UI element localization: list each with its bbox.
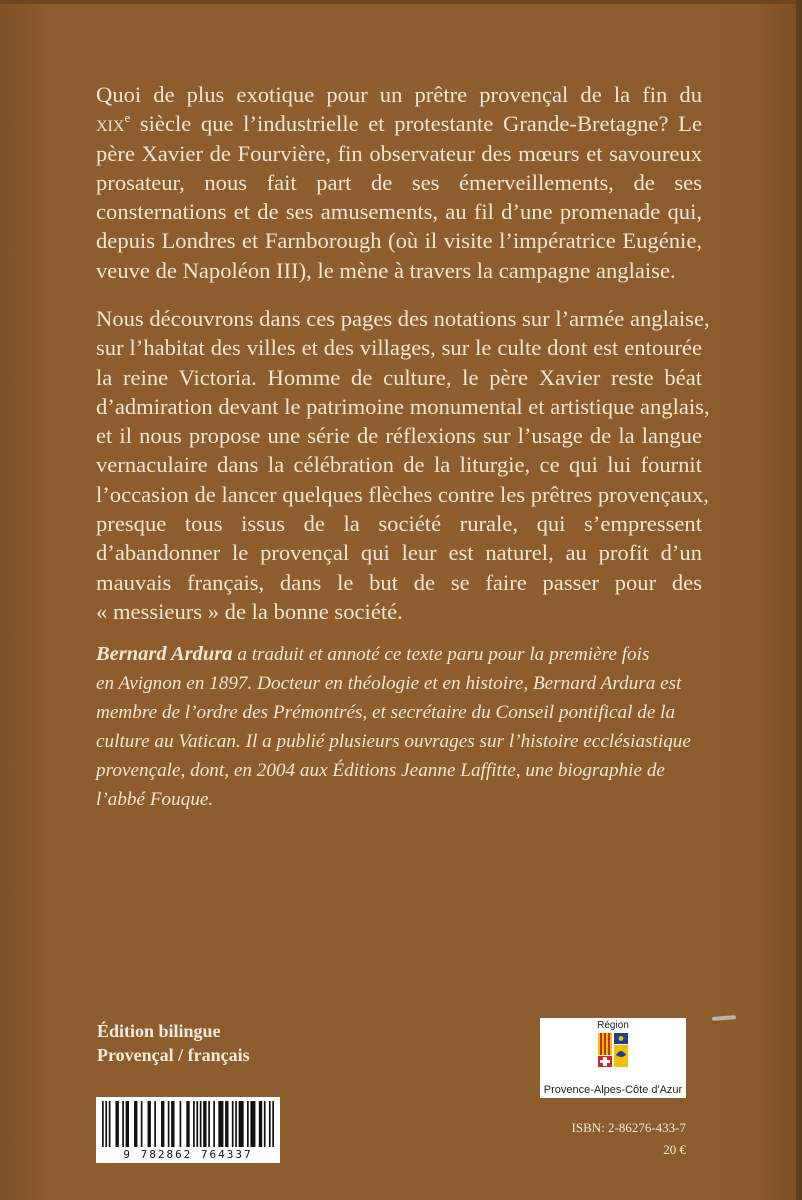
- barcode-bar: [208, 1101, 210, 1147]
- barcode-bar: [148, 1101, 151, 1147]
- paragraph-line: d’abandonner le provençal qui leur est naturel, au profit d’un: [96, 540, 702, 566]
- emblem-cross: [600, 1060, 610, 1063]
- isbn-number: ISBN: 2-86276-433-7: [571, 1120, 686, 1135]
- paragraph-line: sur l’habitat des villes et des villages, sur le culte dont est entourée: [96, 335, 702, 361]
- emblem-lily: [619, 1036, 624, 1041]
- barcode-bar: [232, 1101, 234, 1147]
- barcode-bar: [161, 1101, 164, 1147]
- paragraph-line: « messieurs » de la bonne société.: [96, 598, 403, 624]
- barcode-bar: [250, 1101, 255, 1147]
- paragraph-line: prosateur, nous fait part de ses émerveillements, de ses: [96, 169, 702, 195]
- paragraph-line: l’occasion de lancer quelques flèches contre les prêtres provençaux,: [96, 481, 709, 507]
- barcode-bar: [180, 1101, 182, 1147]
- region-logo-name: Provence-Alpes-Côte d'Azur: [543, 1084, 683, 1096]
- paragraph-line: consternations et de ses amusements, au fil d’une promenade qui,: [96, 199, 702, 225]
- barcode-bar: [168, 1101, 170, 1147]
- cover-right-edge: [796, 0, 802, 1200]
- paragraph-line: veuve de Napoléon III), le mène à travers la campagne anglaise.: [96, 257, 676, 283]
- barcode-bar: [134, 1101, 137, 1147]
- region-logo-title: Région: [597, 1020, 629, 1031]
- barcode: [96, 1097, 280, 1163]
- paragraph-line-text: siècle que l’industrielle et protestante Grande-Bretagne? Le: [139, 111, 702, 137]
- paragraph-line: depuis Londres et Farnborough (où il visite l’impératrice Eugénie,: [96, 228, 702, 254]
- barcode-bar: [259, 1101, 262, 1147]
- paragraph-line: Nous découvrons dans ces pages des notations sur l’armée anglaise,: [96, 306, 710, 331]
- emblem-stripe: [608, 1033, 610, 1055]
- region-logo: [540, 1018, 686, 1098]
- bio-line: l’abbé Fouque.: [96, 789, 214, 810]
- barcode-bar: [171, 1101, 174, 1147]
- barcode-bar: [186, 1101, 189, 1147]
- edition-note: [97, 1019, 250, 1067]
- bio-line: [96, 640, 706, 669]
- barcode-number: 9 782862 764337: [123, 1148, 253, 1161]
- price: 20 €: [663, 1142, 686, 1157]
- paragraph-line: père Xavier de Fourvière, fin observateur des mœurs et savoureux: [96, 140, 702, 166]
- barcode-bar: [239, 1101, 244, 1147]
- cover-top-edge: [0, 0, 802, 4]
- emblem-stripe: [600, 1033, 602, 1055]
- paragraph-line: d’admiration devant le patrimoine monumental et artistique anglais,: [96, 393, 710, 419]
- barcode-bar: [225, 1101, 228, 1147]
- paragraph-line: presque tous issus de la société rurale, qui s’empressent: [96, 511, 702, 537]
- paragraph-line: et il nous propose une série de réflexions sur l’usage de la langue: [96, 423, 702, 449]
- barcode-bar: [102, 1101, 104, 1147]
- region-coat-of-arms-icon: [598, 1033, 628, 1067]
- barcode-bar: [247, 1101, 249, 1147]
- barcode-bars: [102, 1101, 274, 1147]
- barcode-bar: [122, 1101, 124, 1147]
- edition-line-2: Provençal / français: [97, 1045, 250, 1065]
- paragraph-line: la reine Victoria. Homme de culture, le père Xavier reste béat: [96, 364, 702, 390]
- paragraph-line: Quoi de plus exotique pour un prêtre provençal de la fin du: [96, 82, 702, 107]
- summary-paragraph-1: [96, 80, 702, 285]
- century-numeral: xix: [96, 111, 125, 137]
- edition-line-1: Édition bilingue: [97, 1021, 221, 1041]
- bio-line: culture au Vatican. Il a publié plusieurs ouvrages sur l’histoire ecclésiastique: [96, 731, 691, 752]
- barcode-bar: [126, 1101, 129, 1147]
- barcode-bar: [154, 1101, 156, 1147]
- emblem-stripe: [604, 1033, 606, 1055]
- barcode-bar: [109, 1101, 111, 1147]
- barcode-bar: [218, 1101, 223, 1147]
- bio-line-text: a traduit et annoté ce texte paru pour la première fois: [232, 644, 650, 665]
- barcode-bar: [200, 1101, 202, 1147]
- bio-line: en Avignon en 1897. Docteur en théologie et en histoire, Bernard Ardura est: [96, 673, 682, 694]
- barcode-bar: [213, 1101, 215, 1147]
- barcode-bar: [269, 1101, 271, 1147]
- barcode-bar: [203, 1101, 206, 1147]
- barcode-bar: [235, 1101, 237, 1147]
- cover-scuff-mark: [712, 1015, 736, 1021]
- barcode-bar: [193, 1101, 195, 1147]
- century-suffix: e: [124, 110, 131, 126]
- summary-paragraph-2: [96, 304, 710, 626]
- barcode-bar: [141, 1101, 143, 1147]
- paragraph-line: [96, 109, 702, 138]
- paragraph-line: mauvais français, dans le but de se faire passer pour des: [96, 569, 702, 595]
- barcode-bar: [105, 1101, 107, 1147]
- barcode-bar: [264, 1101, 266, 1147]
- author-bio: [96, 640, 706, 814]
- bio-line: provençale, dont, en 2004 aux Éditions Jeanne Laffitte, une biographie de: [96, 760, 665, 781]
- author-name: Bernard Ardura: [96, 643, 233, 665]
- bio-line: membre de l’ordre des Prémontrés, et secrétaire du Conseil pontifical de la: [96, 702, 676, 723]
- barcode-bar: [272, 1101, 274, 1147]
- paragraph-line: vernaculaire dans la célébration de la liturgie, ce qui lui fournit: [96, 452, 702, 478]
- barcode-bar: [115, 1101, 118, 1147]
- barcode-bar: [196, 1101, 198, 1147]
- isbn-block: [540, 1117, 686, 1161]
